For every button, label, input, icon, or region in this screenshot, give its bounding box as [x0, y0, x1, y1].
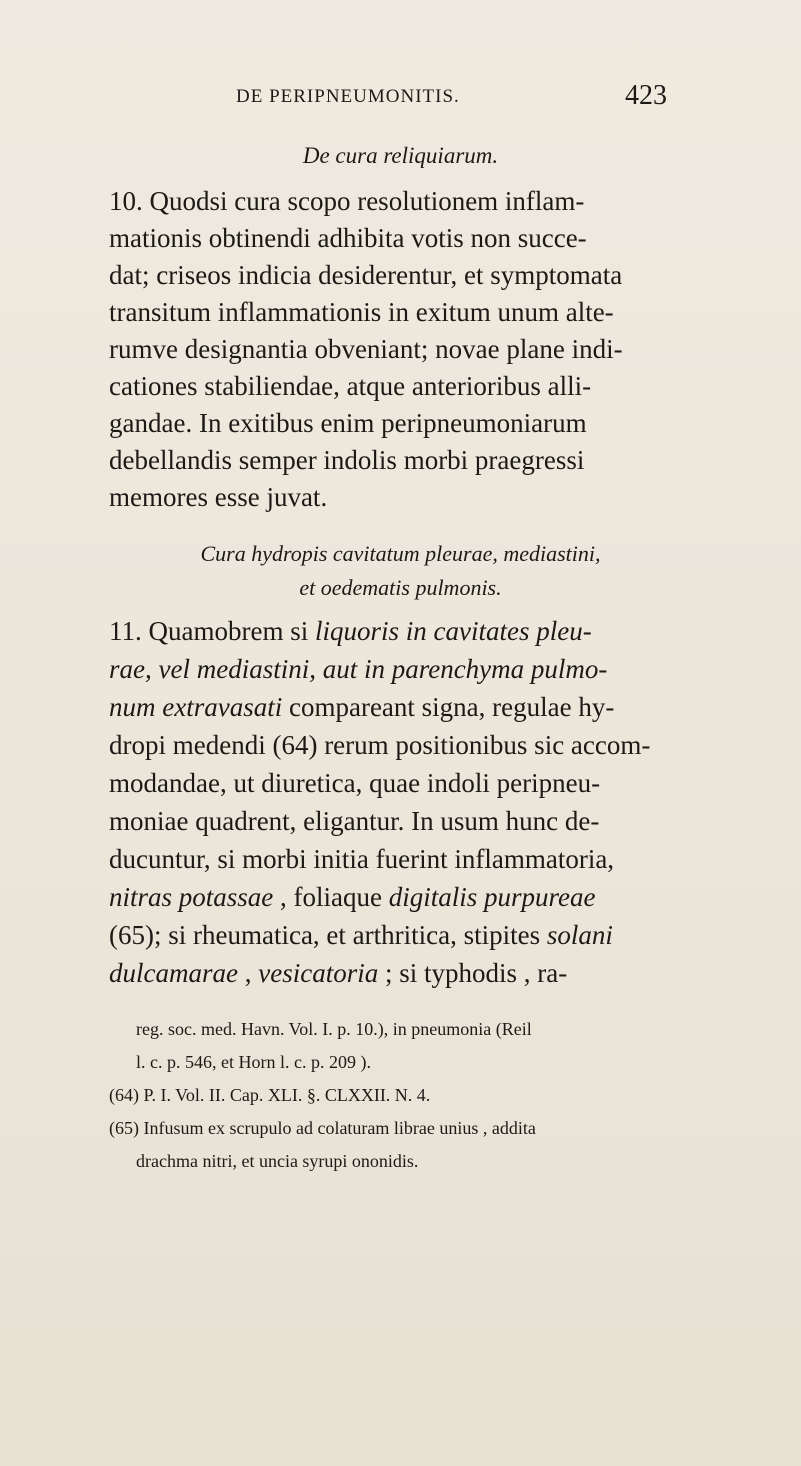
- italic-run: dulcamarae: [109, 958, 238, 988]
- paragraph-line: [109, 879, 596, 916]
- paragraph-line: modandae, ut diuretica, quae indoli peripneu-: [109, 768, 601, 798]
- footnote-line: (64) P. I. Vol. II. Cap. XLI. §. CLXXII. N. 4.: [109, 1085, 431, 1105]
- italic-run: nitras potassae: [109, 882, 274, 912]
- italic-run: liquoris in cavitates pleu-: [314, 616, 592, 646]
- paragraph-line: rae, vel mediastini, aut in parenchyma pulmo-: [109, 654, 608, 684]
- running-title: DE PERIPNEUMONITIS.: [236, 86, 460, 107]
- section-heading-cura-hydropis-continued: et oedematis pulmonis.: [299, 575, 502, 600]
- italic-run: num extravasati: [109, 692, 283, 722]
- paragraph-line: dat; criseos indicia desiderentur, et symptomata: [109, 260, 623, 290]
- paragraph-line: [109, 689, 614, 726]
- text-run: , foliaque: [273, 882, 389, 912]
- running-head: [236, 86, 566, 116]
- italic-run: vesicatoria: [258, 958, 379, 988]
- paragraph-line: memores esse juvat.: [109, 482, 328, 512]
- paragraph-line: dropi medendi (64) rerum positionibus sic accom-: [109, 730, 651, 760]
- italic-run: solani: [546, 920, 613, 950]
- paragraph-line: rumve designantia obveniant; novae plane indi-: [109, 334, 623, 364]
- paragraph-line: ducuntur, si morbi initia fuerint inflammatoria,: [109, 844, 615, 874]
- text-run: compareant signa, regulae hy-: [282, 692, 615, 722]
- footnote-line: reg. soc. med. Havn. Vol. I. p. 10.), in pneumonia (Reil: [136, 1019, 532, 1039]
- text-run: 11. Quamobrem si: [109, 616, 315, 646]
- paragraph-line: transitum inflammationis in exitum unum alte-: [109, 297, 614, 327]
- text-run: ; si typhodis , ra-: [378, 958, 568, 988]
- paragraph-line: moniae quadrent, eligantur. In usum hunc de-: [109, 806, 600, 836]
- paragraph-line: [109, 955, 567, 992]
- section-heading-cura-reliquiarum: De cura reliquiarum.: [302, 143, 499, 168]
- page-number: 423: [625, 80, 667, 111]
- italic-run: digitalis purpureae: [388, 882, 596, 912]
- paragraph-line: [109, 613, 592, 650]
- section-heading-cura-hydropis: Cura hydropis cavitatum pleurae, mediastini,: [200, 541, 601, 566]
- paragraph-line: [109, 917, 613, 954]
- paragraph-line: debellandis semper indolis morbi praegressi: [109, 445, 585, 475]
- paragraph-line: gandae. In exitibus enim peripneumoniarum: [109, 408, 587, 438]
- footnote-line: l. c. p. 546, et Horn l. c. p. 209 ).: [136, 1052, 371, 1072]
- footnote-line: drachma nitri, et uncia syrupi ononidis.: [136, 1151, 419, 1171]
- text-run: (65); si rheumatica, et arthritica, stipites: [109, 920, 547, 950]
- text-run: ,: [237, 958, 259, 988]
- footnote-line: (65) Infusum ex scrupulo ad colaturam librae unius , addita: [109, 1118, 536, 1138]
- paragraph-line: mationis obtinendi adhibita votis non succe-: [109, 223, 587, 253]
- paragraph-line: 10. Quodsi cura scopo resolutionem inflam-: [109, 186, 585, 216]
- paragraph-line: cationes stabiliendae, atque anterioribus alli-: [109, 371, 592, 401]
